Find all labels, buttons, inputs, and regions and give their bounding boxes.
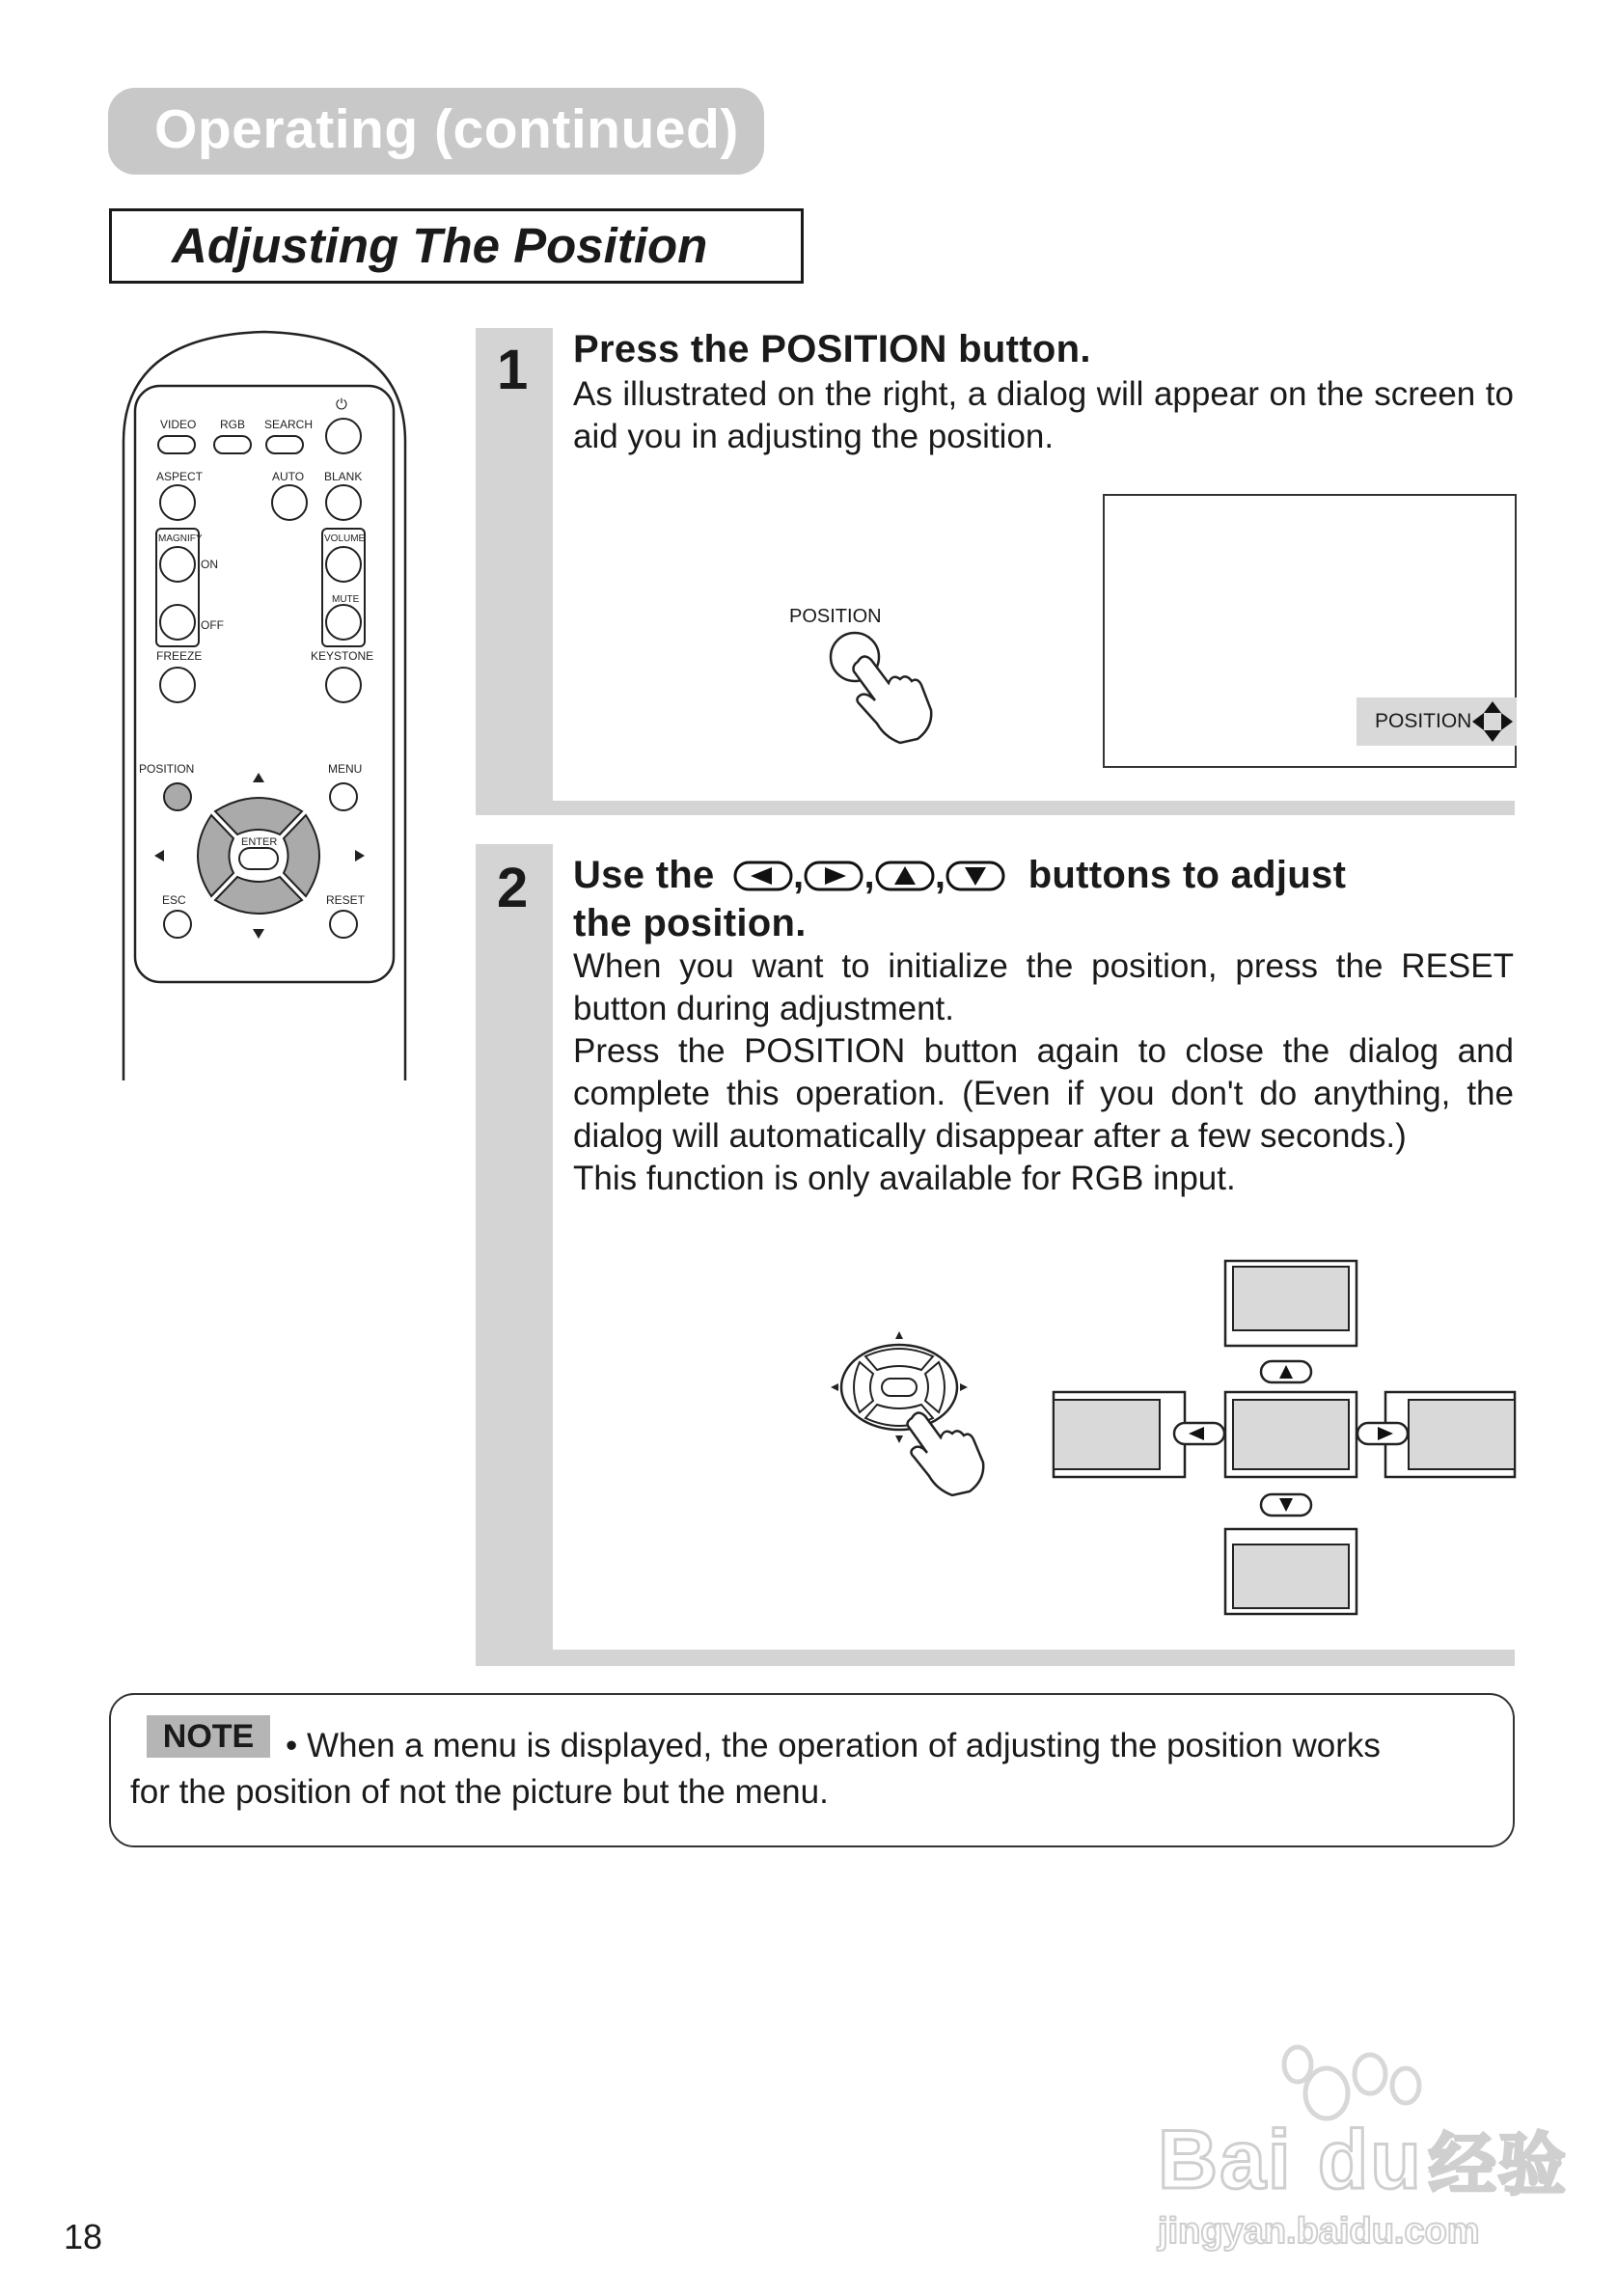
remote-control-illustration: [114, 326, 415, 1080]
note-text-line2: for the position of not the picture but the menu.: [130, 1773, 829, 1811]
label-menu: MENU: [328, 762, 363, 776]
hand-press-position-illustration: [825, 631, 941, 745]
label-mute: MUTE: [332, 594, 360, 605]
position-dialog: [1357, 697, 1517, 746]
watermark-url: jingyan.baidu.com: [1158, 2211, 1480, 2252]
label-on: ON: [201, 558, 218, 571]
screen-illustration: [1103, 494, 1517, 768]
step-1-number: 1: [497, 339, 529, 401]
step-1-heading: Press the POSITION button.: [573, 328, 1091, 370]
blank-button: [326, 485, 361, 520]
volume-button: [326, 547, 361, 582]
page-number: 18: [64, 2217, 103, 2256]
hand-pointer-icon: [854, 656, 932, 743]
section-title: Operating (continued): [154, 98, 739, 160]
label-search: SEARCH: [264, 418, 314, 431]
menu-button: [330, 783, 357, 810]
step-1-body: As illustrated on the right, a dialog will appear on the screen to aid you in adjusting the position.: [573, 375, 1514, 455]
screen-moved-up: [1225, 1261, 1357, 1346]
enter-button: [239, 848, 278, 869]
power-button: [326, 419, 361, 453]
mute-button: [326, 605, 361, 640]
step-2-body-paragraph: This function is only available for RGB input.: [573, 1160, 1236, 1197]
rgb-button: [214, 436, 251, 453]
freeze-button: [160, 668, 195, 702]
label-aspect: ASPECT: [156, 470, 204, 483]
position-dialog-label: POSITION: [1375, 710, 1472, 732]
video-button: [158, 436, 195, 453]
power-icon: ⏻: [336, 396, 347, 413]
left-button-icon: [733, 859, 793, 893]
label-volume: VOLUME: [324, 533, 366, 544]
label-keystone: KEYSTONE: [311, 649, 374, 663]
step-2-body-paragraph: When you want to initialize the position, press the RESET button during adjustment.: [573, 947, 1514, 1027]
position-button-highlighted: [164, 783, 191, 810]
right-button-icon: [804, 859, 863, 893]
label-freeze: FREEZE: [156, 649, 203, 663]
hand-pointer-icon: [908, 1412, 984, 1495]
step-2-heading-prefix: Use the: [573, 854, 715, 896]
step-2-heading-line2: the position.: [573, 902, 807, 944]
watermark-brand: Bai du: [1158, 2114, 1423, 2206]
note-box: [109, 1693, 1515, 1847]
magnify-on-button: [160, 547, 195, 582]
label-off: OFF: [201, 618, 224, 632]
separator-1: ,: [793, 854, 805, 896]
step-2-body: [573, 945, 1514, 1200]
page-title-box: [109, 208, 804, 284]
step-2-body-paragraph: Press the POSITION button again to close the dialog and complete this operation. (Even if you don't do anything, the dialog will automatically disappear after a few seconds.): [573, 1032, 1514, 1155]
label-magnify: MAGNIFY: [158, 533, 203, 544]
separator-3: ,: [934, 854, 946, 896]
watermark-chinese: 经验: [1428, 2127, 1568, 2202]
keystone-button: [326, 668, 361, 702]
reset-button: [330, 911, 357, 938]
screen-position-diagram: [1052, 1259, 1517, 1621]
dpad-enter-button: [882, 1379, 917, 1396]
search-button: [266, 436, 303, 453]
label-enter: ENTER: [241, 836, 278, 848]
step-2-heading-suffix: buttons to adjust: [1028, 854, 1347, 896]
label-position: POSITION: [139, 762, 195, 776]
down-button-icon: [946, 859, 1005, 893]
label-video: VIDEO: [160, 418, 197, 431]
label-blank: BLANK: [324, 470, 363, 483]
page-title: Adjusting The Position: [172, 218, 708, 273]
label-auto: AUTO: [272, 470, 305, 483]
label-rgb: RGB: [220, 418, 246, 431]
separator-2: ,: [863, 854, 875, 896]
aspect-button: [160, 485, 195, 520]
baidu-jingyan-watermark: [1153, 2036, 1568, 2257]
screen-moved-left: [1054, 1392, 1185, 1477]
dpad-hand-illustration: [827, 1329, 991, 1503]
screen-moved-down: [1225, 1529, 1357, 1614]
magnify-off-button: [160, 605, 195, 640]
step-2-number: 2: [497, 857, 529, 919]
position-button-label: POSITION: [789, 606, 882, 627]
label-esc: ESC: [162, 893, 186, 907]
section-banner: [108, 88, 764, 175]
note-text-line1: • When a menu is displayed, the operation of adjusting the position works: [286, 1727, 1381, 1764]
note-badge: NOTE: [147, 1715, 270, 1758]
auto-button: [272, 485, 307, 520]
screen-center: [1225, 1392, 1357, 1477]
esc-button: [164, 911, 191, 938]
label-reset: RESET: [326, 893, 366, 907]
four-way-arrow-icon: [1470, 699, 1515, 744]
up-button-icon: [875, 859, 935, 893]
step-2-heading-line1: [573, 854, 1514, 904]
